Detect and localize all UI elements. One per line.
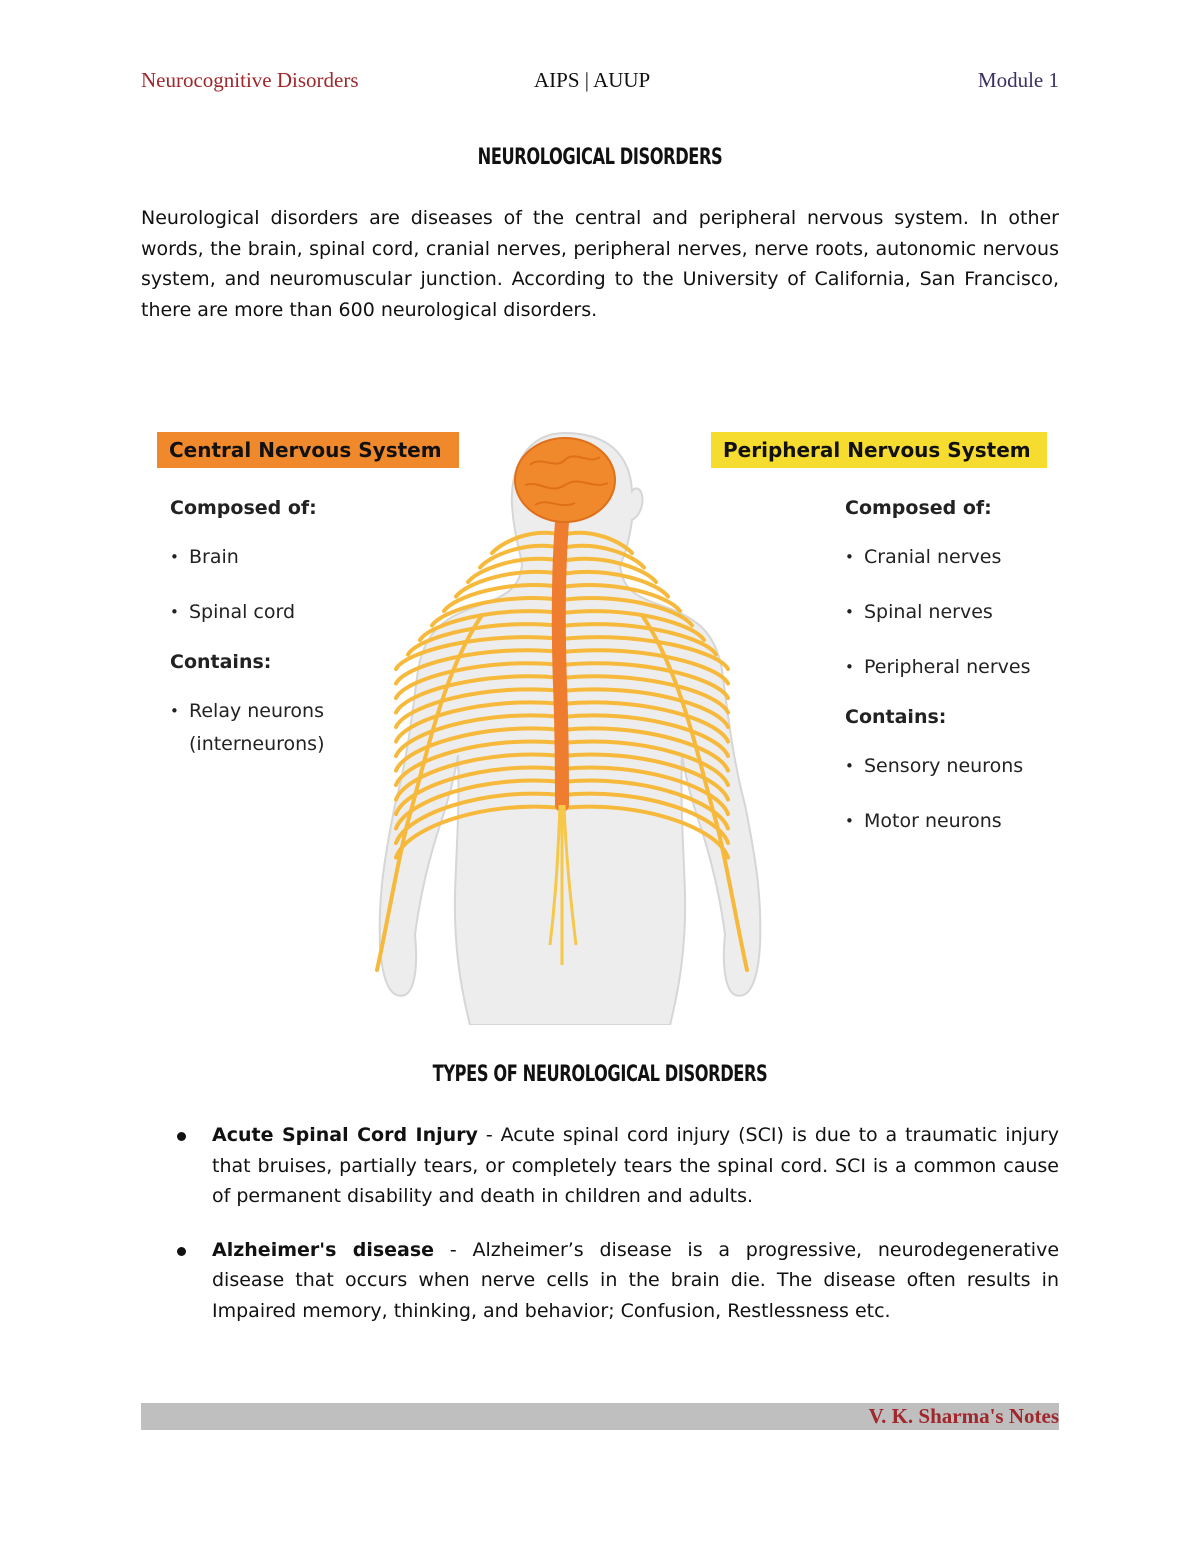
disorder-term: Alzheimer's disease bbox=[212, 1238, 435, 1261]
list-item bbox=[141, 1235, 1059, 1327]
disorders-list bbox=[141, 1120, 1059, 1349]
cns-label: Central Nervous System bbox=[157, 432, 459, 468]
pns-description bbox=[845, 497, 1075, 860]
list-item: • Brain bbox=[170, 541, 400, 573]
disorder-description: - Alzheimer’s disease is a progressive, neurodegenerative disease that occurs when nerve cells in the brain die. The disease often results in Impaired memory, thinking, and behavior; Confusion, Restlessness etc. bbox=[212, 1238, 1060, 1322]
cns-composed-heading: Composed of: bbox=[170, 497, 317, 519]
section-title-types: TYPES OF NEUROLOGICAL DISORDERS bbox=[432, 1062, 768, 1087]
intro-paragraph: Neurological disorders are diseases of the central and peripheral nervous system. In other words, the brain, spinal cord, cranial nerves, peripheral nerves, nerve roots, autonomic nervous system, and neuromuscular junction. According to the University of California, San Francisco, there are more than 600 neurological disorders. bbox=[141, 207, 1059, 321]
header-institution: AIPS | AUUP bbox=[534, 68, 651, 92]
list-item-line: (interneurons) bbox=[189, 733, 325, 755]
header-module: Module 1 bbox=[977, 68, 1059, 92]
human-nervous-system-illustration bbox=[360, 425, 780, 1025]
list-item: • Motor neurons bbox=[845, 805, 1075, 837]
pns-label: Peripheral Nervous System bbox=[711, 432, 1047, 468]
disorder-description: - Acute spinal cord injury (SCI) is due to a traumatic injury that bruises, partially tears, or completely tears the spinal cord. SCI is a common cause of permanent disability and death in children and adults. bbox=[212, 1124, 1059, 1207]
disorder-term: Acute Spinal Cord Injury bbox=[212, 1124, 478, 1146]
list-item: • Peripheral nerves bbox=[845, 651, 1075, 683]
header-course-title: Neurocognitive Disorders bbox=[141, 68, 359, 92]
pns-composed-list bbox=[845, 541, 1075, 683]
page-header bbox=[141, 68, 1059, 98]
footer-author: V. K. Sharma's Notes bbox=[868, 1404, 1059, 1428]
bullet-icon bbox=[177, 1132, 186, 1141]
bullet-icon bbox=[177, 1247, 186, 1256]
list-item bbox=[141, 1120, 1059, 1212]
list-item: • Cranial nerves bbox=[845, 541, 1075, 573]
pns-contains-heading: Contains: bbox=[845, 706, 947, 728]
section-title-neurological-disorders: NEUROLOGICAL DISORDERS bbox=[477, 145, 723, 170]
list-item-line: Relay neurons bbox=[189, 700, 324, 722]
spinal-cord bbox=[559, 510, 563, 805]
list-item: • Spinal nerves bbox=[845, 596, 1075, 628]
nervous-system-figure bbox=[150, 425, 1055, 1025]
pns-composed-heading: Composed of: bbox=[845, 497, 992, 519]
pns-contains-list bbox=[845, 750, 1075, 837]
page-footer bbox=[141, 1403, 1059, 1430]
list-item: • Spinal cord bbox=[170, 596, 400, 628]
list-item: • Sensory neurons bbox=[845, 750, 1075, 782]
brain bbox=[515, 438, 615, 522]
cns-contains-heading: Contains: bbox=[170, 651, 272, 673]
